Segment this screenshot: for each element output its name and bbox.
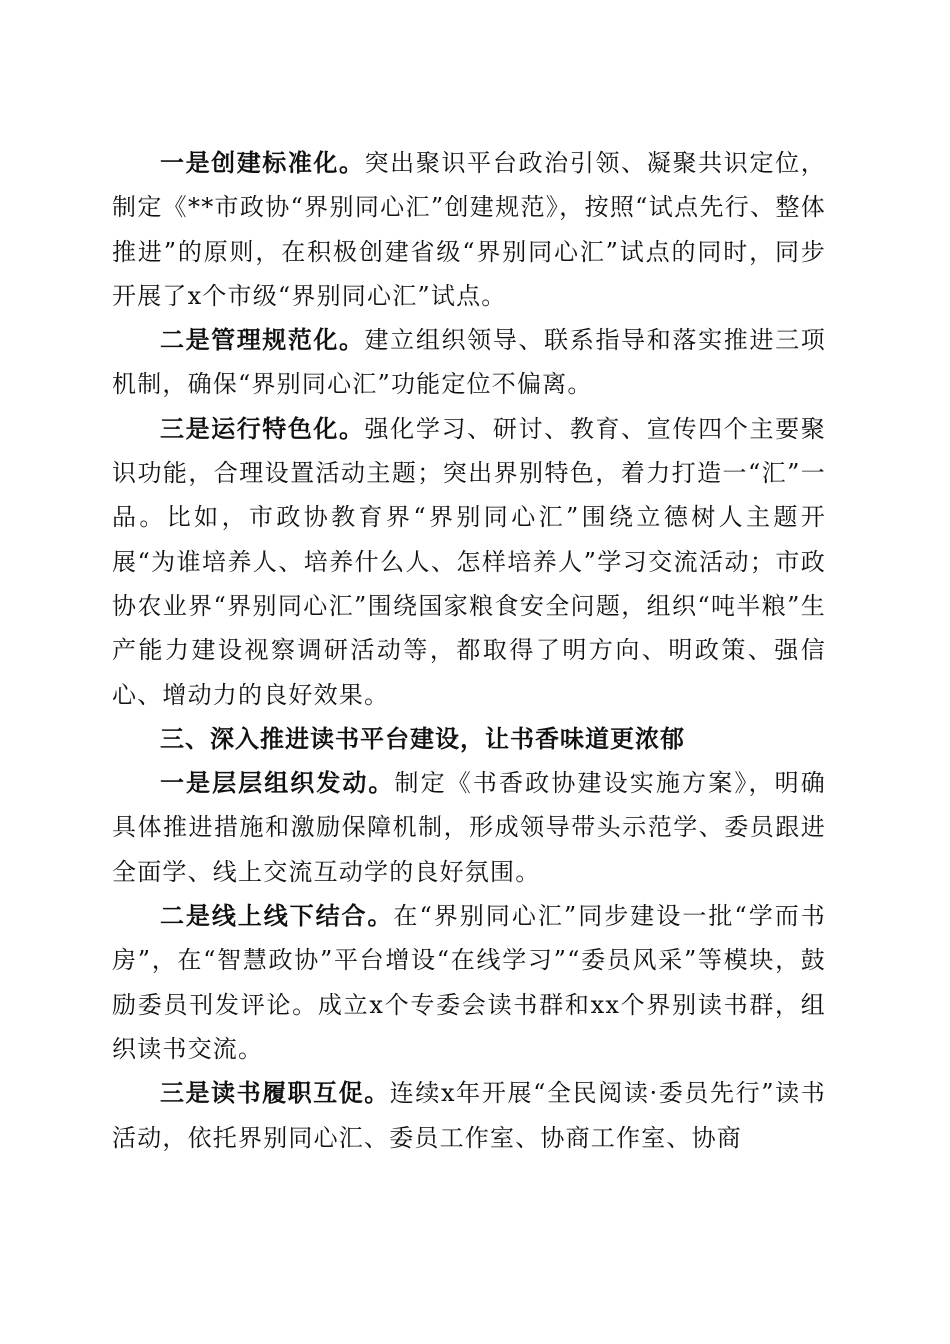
paragraph-lead: 二是管理规范化。 (160, 326, 365, 355)
paragraph-text: 连续x年开展“全民阅读·委员先行”读书活动，依托界别同心汇、委员工作室、协商工作室、协商 (112, 1079, 826, 1152)
paragraph-lead: 三是运行特色化。 (160, 414, 365, 443)
paragraph-lead: 三是读书履职互促。 (160, 1079, 390, 1108)
paragraph-standardization (112, 141, 826, 318)
paragraph-text: 建立组织领导、联系指导和落实推进三项机制，确保“界别同心汇”功能定位不偏离。 (112, 326, 826, 399)
paragraph-operation (112, 407, 826, 717)
paragraph-text: 制定《书香政协建设实施方案》，明确具体推进措施和激励保障机制，形成领导带头示范学、委员跟进全面学、线上交流互动学的良好氛围。 (112, 769, 826, 886)
paragraph-lead: 一是层层组织发动。 (160, 769, 395, 798)
paragraph-lead: 一是创建标准化。 (160, 149, 365, 177)
paragraph-lead: 二是线上线下结合。 (160, 902, 394, 931)
paragraph-text: 突出聚识平台政治引领、凝聚共识定位，制定《**市政协“界别同心汇”创建规范》，按照“试点先行、整体推进”的原则，在积极创建省级“界别同心汇”试点的同时，同步开展了x个市级“界别同心汇”试点。 (112, 149, 826, 310)
paragraph-reading-duty (112, 1071, 826, 1160)
paragraph-online-offline (112, 894, 826, 1071)
document-body (112, 141, 826, 1160)
paragraph-text: 在“界别同心汇”同步建设一批“学而书房”，在“智慧政协”平台增设“在线学习”“委员风采”等模块，鼓励委员刊发评论。成立x个专委会读书群和xx个界别读书群，组织读书交流。 (112, 902, 826, 1063)
paragraph-management (112, 318, 826, 407)
section-heading: 三、深入推进读书平台建设，让书香味道更浓郁 (160, 724, 685, 753)
paragraph-text: 强化学习、研讨、教育、宣传四个主要聚识功能，合理设置活动主题；突出界别特色，着力打造一“汇”一品。比如，市政协教育界“界别同心汇”围绕立德树人主题开展“为谁培养人、培养什么人、怎样培养人”学习交流活动；市政协农业界“界别同心汇”围绕国家粮食安全问题，组织“吨半粮”生产能力建设视察调研活动等，都取得了明方向、明政策、强信心、增动力的良好效果。 (112, 414, 826, 709)
paragraph-organization (112, 761, 826, 894)
